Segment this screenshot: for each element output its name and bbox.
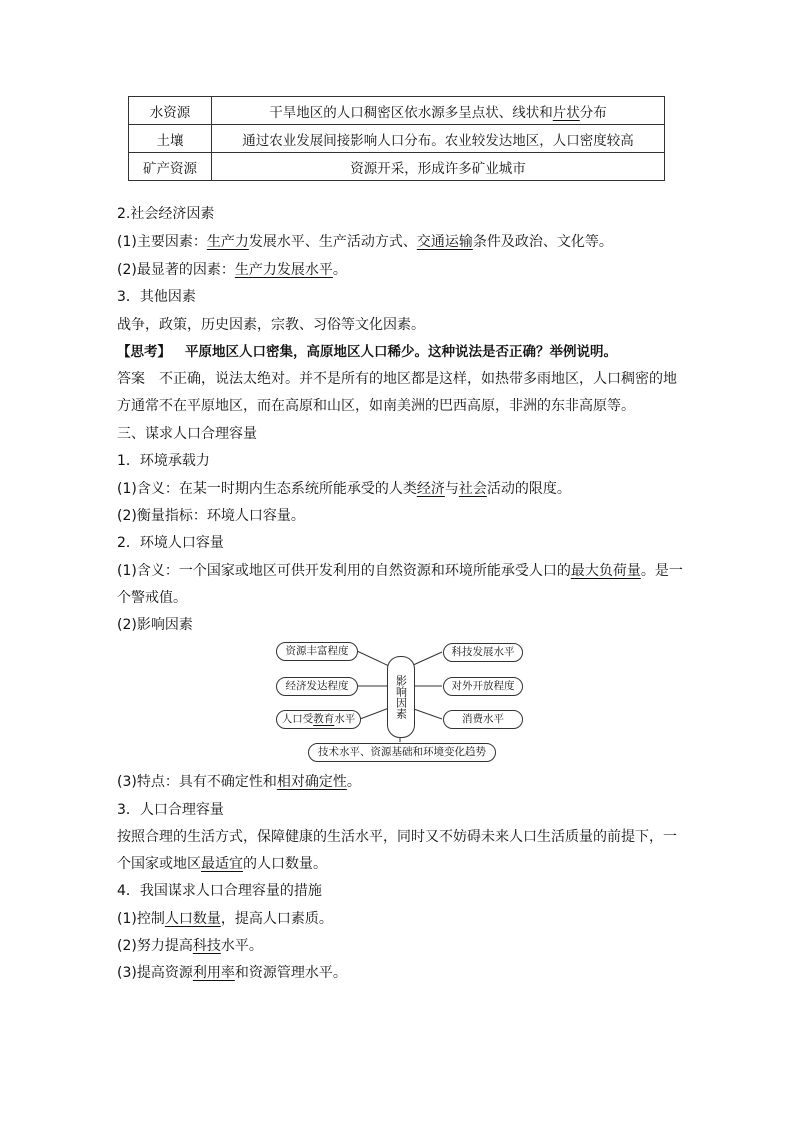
- underlined-answer: 片状: [552, 104, 580, 121]
- cell-text: 通过农业发展间接影响人口分布。农业较发达地区，人口密度较高: [242, 132, 634, 149]
- paragraph: [117, 909, 687, 929]
- table-row: [129, 97, 665, 125]
- table-cell-key: 水资源: [129, 97, 212, 125]
- text: 。: [332, 262, 347, 278]
- underlined-answer: 最适宜: [201, 856, 243, 872]
- text: 与: [444, 481, 459, 497]
- text: (1)含义：在某一时期内生态系统所能承受的人类: [117, 481, 417, 497]
- underlined-answer: 交通运输: [416, 234, 473, 250]
- text: (2)努力提高: [117, 938, 193, 954]
- underlined-answer: 最大负荷量: [570, 563, 641, 579]
- underlined-answer: 教育: [313, 713, 335, 725]
- text: 条件及政治、文化等。: [472, 234, 613, 250]
- factor-box-left-1: 资源丰富程度: [276, 642, 358, 661]
- text: ，提高人口素质。: [220, 911, 333, 927]
- text: 个国家或地区: [117, 856, 201, 872]
- table-cell-key: 矿产资源: [129, 153, 212, 181]
- answer-paragraph: [117, 369, 687, 389]
- answer-label: 答案: [117, 371, 145, 387]
- section-heading: 3．其他因素: [117, 289, 196, 305]
- paragraph: [117, 936, 687, 956]
- answer-paragraph: 方通常不在平原地区，而在高原和山区，如南美洲的巴西高原，非洲的东非高原等。: [117, 398, 635, 414]
- diagram-center: 影响因素: [387, 656, 415, 738]
- table-cell-value: [212, 97, 665, 125]
- underlined-answer: 人口数量: [164, 911, 221, 927]
- section-heading: 1．环境承载力: [117, 453, 210, 469]
- part-heading: 三、谋求人口合理容量: [117, 426, 257, 442]
- natural-factors-table: [128, 96, 665, 181]
- text: 。: [346, 774, 361, 790]
- text: (1)含义：一个国家或地区可供开发利用的自然资源和环境所能承受人口的: [117, 563, 571, 579]
- cell-text: 资源开采，形成许多矿业城市: [350, 160, 526, 177]
- think-label: 【思考】: [117, 344, 171, 360]
- paragraph: 个警戒值。: [117, 590, 187, 606]
- paragraph: [117, 232, 687, 252]
- text: (3)特点：具有不确定性和: [117, 774, 277, 790]
- factor-box-bottom: 技术水平、资源基础和环境变化趋势: [308, 743, 496, 762]
- paragraph: [117, 963, 687, 983]
- factor-box-right-1: 科技发展水平: [443, 643, 523, 662]
- section-heading: 3．人口合理容量: [117, 802, 224, 818]
- paragraph: (2)影响因素: [117, 617, 193, 633]
- paragraph: [117, 772, 687, 792]
- paragraph: 战争，政策，历史因素，宗教、习俗等文化因素。: [117, 317, 425, 333]
- paragraph: [117, 561, 687, 581]
- underlined-answer: 社会: [458, 481, 487, 497]
- text: 活动的限度。: [486, 481, 571, 497]
- paragraph: (2)衡量指标：环境人口容量。: [117, 508, 305, 524]
- text: (2)最显著的因素：: [117, 262, 235, 278]
- cell-text: 分布: [579, 104, 607, 121]
- influence-factors-diagram: [270, 636, 530, 768]
- text: 发展水平、生产活动方式、: [248, 234, 417, 250]
- underlined-answer: 经济: [416, 481, 445, 497]
- paragraph: 按照合理的生活方式，保障健康的生活水平，同时又不妨碍未来人口生活质量的前提下，一: [117, 829, 677, 845]
- text: (1)控制: [117, 911, 165, 927]
- text: 平原地区人口密集，高原地区人口稀少。这种说法是否正确？举例说明。: [185, 344, 617, 360]
- section-heading: 2．环境人口容量: [117, 535, 224, 551]
- table-row: [129, 153, 665, 181]
- table-cell-key: 土壤: [129, 125, 212, 153]
- text: 水平。: [220, 938, 263, 954]
- text: 。是一: [640, 563, 683, 579]
- text: 的人口数量。: [243, 856, 327, 872]
- section-heading: 4．我国谋求人口合理容量的措施: [117, 883, 322, 899]
- underlined-answer: 生产力: [206, 234, 249, 250]
- think-question: [117, 342, 687, 362]
- text: (3)提高资源: [117, 965, 193, 981]
- table-cell-value: [212, 125, 665, 153]
- underlined-answer: 科技: [192, 938, 221, 954]
- section-heading: 2.社会经济因素: [117, 206, 215, 222]
- text: 和资源管理水平。: [234, 965, 347, 981]
- text: (1)主要因素：: [117, 234, 207, 250]
- underlined-answer: 生产力发展水平: [234, 262, 333, 278]
- text: 人口受: [281, 713, 314, 725]
- text: 水平: [334, 713, 356, 725]
- table-cell-value: [212, 153, 665, 181]
- paragraph: [117, 260, 687, 280]
- factor-box-right-3: 消费水平: [443, 710, 523, 729]
- underlined-answer: 相对确定性: [276, 774, 347, 790]
- paragraph: [117, 854, 687, 874]
- factor-box-left-2: 经济发达程度: [276, 677, 358, 696]
- text: 不正确，说法太绝对。并不是所有的地区都是这样，如热带多雨地区，人口稠密的地: [159, 371, 677, 387]
- factor-box-right-2: 对外开放程度: [443, 677, 523, 696]
- factor-box-left-3: [276, 710, 361, 729]
- cell-text: 干旱地区的人口稠密区依水源多呈点状、线状和: [269, 104, 553, 121]
- underlined-answer: 利用率: [192, 965, 235, 981]
- table-row: [129, 125, 665, 153]
- paragraph: [117, 479, 687, 499]
